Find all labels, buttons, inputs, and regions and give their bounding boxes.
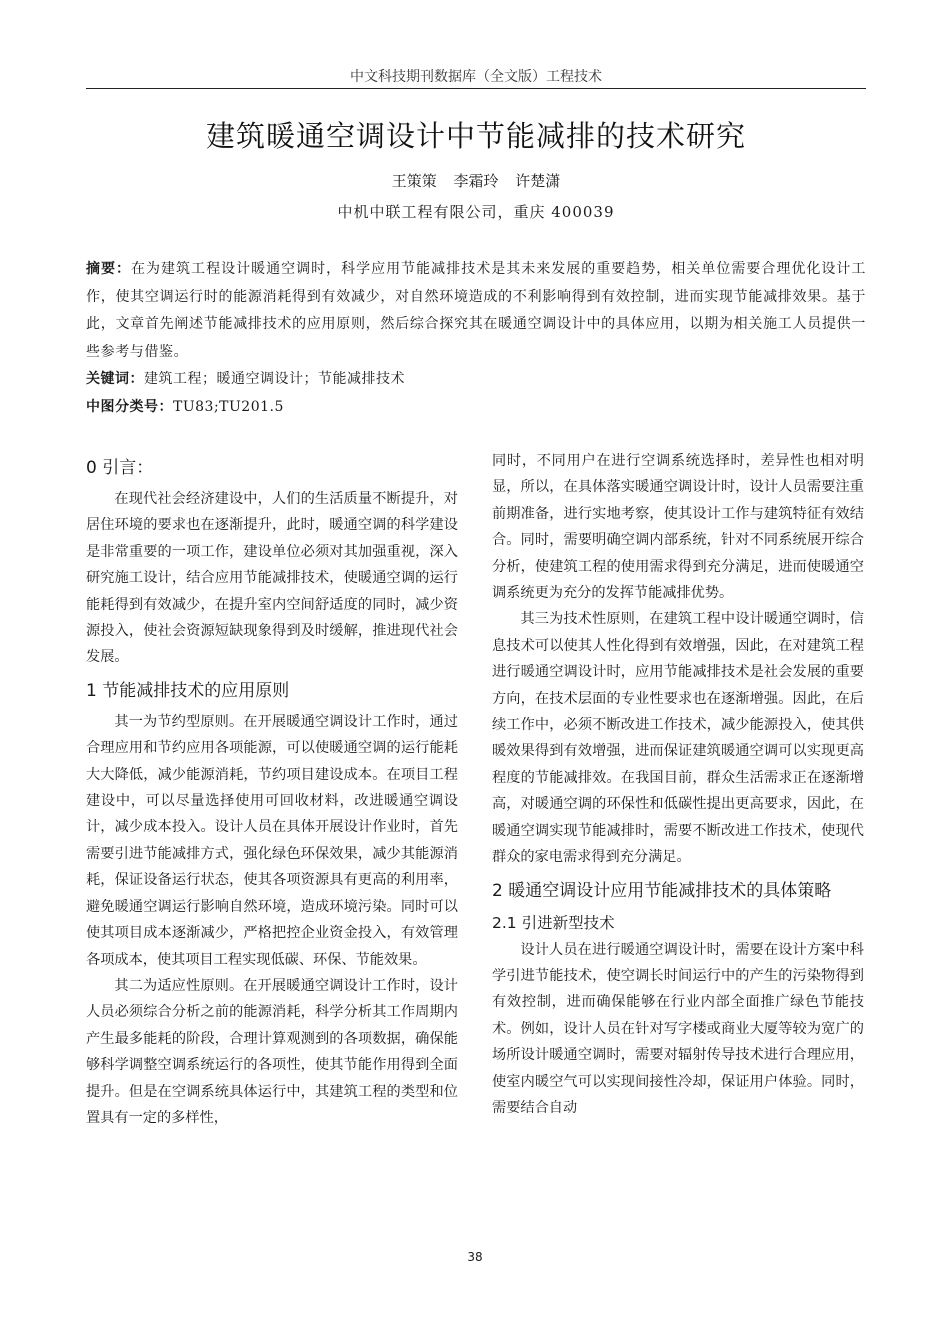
section-2-heading: 2 暖通空调设计应用节能减排技术的具体策略	[492, 880, 832, 901]
section-1-heading: 1 节能减排技术的应用原则	[86, 680, 290, 701]
section-2-1-heading: 2.1 引进新型技术	[492, 913, 615, 932]
affiliation: 中机中联工程有限公司，重庆 400039	[337, 203, 615, 221]
authors: 王策策 李霜玲 许楚潇	[391, 172, 561, 190]
section-1-paragraph-2: 其二为适应性原则。在开展暖通空调设计工作时，设计人员必须综合分析之前的能源消耗，科学分析其工作周期内产生最多能耗的阶段，合理计算观测到的各项数据，确保能够科学调整空调系统运行的各项性，使其节能作用得到全面提升。但是在空调系统具体运行中，其建筑工程的类型和位置具有一定的多样性，	[86, 977, 458, 1126]
keywords	[86, 368, 866, 388]
classification-text: TU83;TU201.5	[173, 399, 284, 415]
header-divider	[86, 88, 866, 89]
journal-header: 中文科技期刊数据库（全文版）工程技术	[350, 69, 602, 85]
section-1-paragraph-2-continued: 同时，不同用户在进行空调系统选择时，差异性也相对明显，所以，在具体落实暖通空调设计时，设计人员需要注重前期准备，进行实地考察，使其设计工作与建筑特征有效结合。同时，需要明确空调内部系统，针对不同系统展开综合分析，使建筑工程的使用需求得到充分满足，进而使暖通空调系统更为充分的发挥节能减排优势。	[492, 453, 864, 602]
classification	[86, 396, 866, 416]
section-1-paragraph-3: 其三为技术性原则，在建筑工程中设计暖通空调时，信息技术可以使其人性化得到有效增强，因此，在对建筑工程进行暖通空调设计时，应用节能减排技术是社会发展的重要方向，在技术层面的专业性要求也在逐渐增强。因此，在后续工作中，必须不断改进工作技术，减少能源投入，使其供暖效果得到有效增强，进而保证建筑暖通空调可以实现更高程度的节能减排效。在我国目前，群众生活需求正在逐渐增高，对暖通空调的环保性和低碳性提出更高要求，因此，在暖通空调实现节能减排时，需要不断改进工作技术，使现代群众的家电需求得到充分满足。	[492, 611, 864, 866]
abstract	[86, 256, 866, 366]
keywords-label: 关键词：	[86, 371, 144, 387]
abstract-label: 摘要：	[86, 261, 132, 277]
section-0-heading: 0 引言：	[86, 458, 154, 478]
right-column	[492, 448, 864, 1121]
paper-title: 建筑暖通空调设计中节能减排的技术研究	[205, 119, 746, 153]
classification-label: 中图分类号：	[86, 399, 173, 415]
abstract-text: 在为建筑工程设计暖通空调时，科学应用节能减排技术是其未来发展的重要趋势，相关单位需要合理优化设计工作，使其空调运行时的能源消耗得到有效减少，对自然环境造成的不利影响得到有效控制，进而实现节能减排效果。基于此，文章首先阐述节能减排技术的应用原则，然后综合探究其在暖通空调设计中的具体应用，以期为相关施工人员提供一些参考与借鉴。	[86, 261, 866, 360]
keywords-text: 建筑工程；暖通空调设计；节能减排技术	[144, 371, 405, 387]
section-0-paragraph: 在现代社会经济建设中，人们的生活质量不断提升，对居住环境的要求也在逐渐提升，此时，暖通空调的科学建设是非常重要的一项工作，建设单位必须对其加强重视，深入研究施工设计，结合应用节能减排技术，使暖通空调的运行能耗得到有效减少，在提升室内空间舒适度的同时，减少资源投入，使社会资源短缺现象得到及时缓解，推进现代社会发展。	[86, 491, 458, 666]
section-2-1-paragraph: 设计人员在进行暖通空调设计时，需要在设计方案中科学引进节能技术，使空调长时间运行中的产生的污染物得到有效控制，进而确保能够在行业内部全面推广绿色节能技术。例如，设计人员在针对写字楼或商业大厦等较为宽广的场所设计暖通空调时，需要对辐射传导技术进行合理应用，使室内暖空气可以实现间接性冷却，保证用户体验。同时，需要结合自动	[492, 941, 864, 1116]
left-column	[86, 454, 458, 1131]
section-1-paragraph-1: 其一为节约型原则。在开展暖通空调设计工作时，通过合理应用和节约应用各项能源，可以使暖通空调的运行能耗大大降低，减少能源消耗，节约项目建设成本。在项目工程建设中，可以尽量选择使用可回收材料，改进暖通空调设计，减少成本投入。设计人员在具体开展设计作业时，首先需要引进节能减排方式，强化绿色环保效果，减少其能源消耗，保证设备运行状态，使其各项资源具有更高的利用率，避免暖通空调运行影响自然环境，造成环境污染。同时可以使其项目成本逐渐减少，严格把控企业资金投入，有效管理各项成本，使其项目工程实现低碳、环保、节能效果。	[86, 713, 458, 968]
page-number: 38	[467, 1250, 483, 1264]
